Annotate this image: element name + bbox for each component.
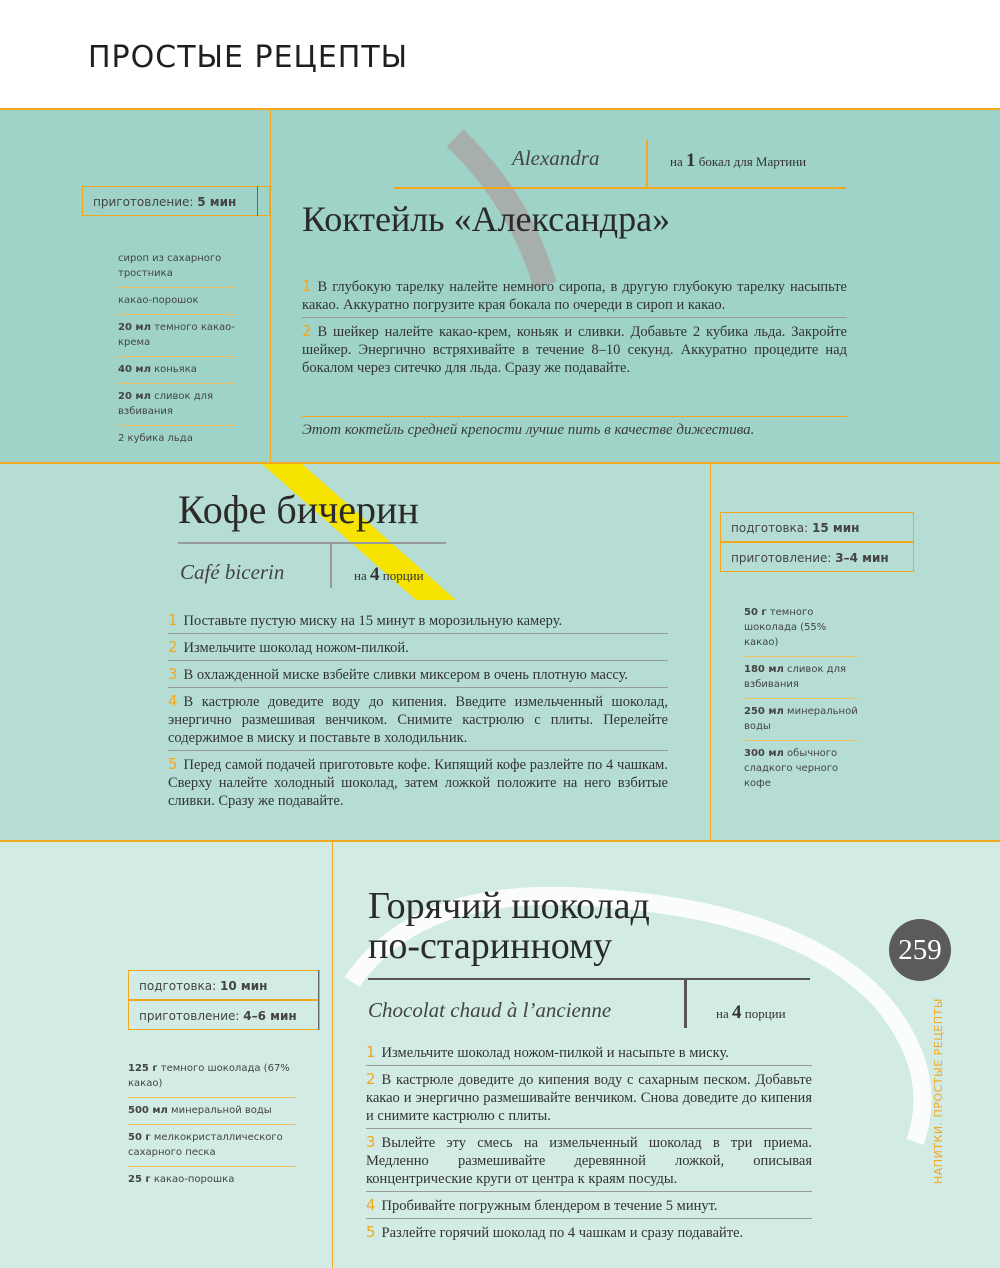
ingredients-list (118, 246, 236, 452)
steps-list (302, 276, 847, 383)
step-item: 2 Измельчите шоколад ножом-пилкой. (168, 637, 668, 661)
steps-list (168, 610, 668, 816)
ingredient-item: 25 г какао-порошка (128, 1174, 235, 1185)
original-name: Chocolat chaud à l’ancienne (368, 998, 612, 1022)
ingredient-item: сироп из сахарного тростника (118, 246, 236, 288)
recipe-note: Этот коктейль средней крепости лучше пить в качестве дижестива. (302, 416, 847, 439)
step-item: 2 В шейкер налейте какао-крем, коньяк и сливки. Добавьте 2 кубика льда. Закройте шейкер. Энергично встряхивайте в течение 8–10 секунд. Аккуратно процедите над бокалом через ситечко для льда. Сразу же подавайте. (302, 322, 847, 376)
step-item: 1 В глубокую тарелку налейте немного сиропа, в другую глубокую тарелку насыпьте какао. Аккуратно погрузите края бокала по очереди в сироп и какао. (302, 276, 847, 318)
ingredient-item: 2 кубика льда (118, 433, 193, 444)
step-item: 4 Пробивайте погружным блендером в течение 5 минут. (366, 1195, 812, 1219)
step-item: 2 В кастрюле доведите до кипения воду с сахарным песком. Добавьте какао и энергично размешивайте венчиком. Снова доведите до кипения и снимите кастрюлю с плиты. (366, 1069, 812, 1129)
original-name: Café bicerin (180, 560, 285, 584)
steps-list (366, 1042, 812, 1248)
meta-cook-time: приготовление: 5 мин (82, 186, 270, 216)
original-name: Alexandra (512, 146, 600, 170)
ingredient-item: 50 г мелкокристаллического сахарного песка (128, 1125, 296, 1167)
step-item: 3 В охлажденной миске взбейте сливки миксером в очень плотную массу. (168, 664, 668, 688)
recipe-title: Горячий шоколад по-старинному (368, 885, 650, 967)
step-item: 3 Вылейте эту смесь на измельченный шоколад в три приема. Медленно размешивайте деревянной ложкой, описывая концентрические круги от центра к краям посуды. (366, 1132, 812, 1192)
recipe-bicerin (0, 462, 1000, 840)
ingredient-item: 20 мл темного какао-крема (118, 315, 236, 357)
ingredient-item: 40 мл коньяка (118, 357, 236, 384)
meta-prep-time: подготовка: 10 мин (128, 970, 320, 1000)
ingredient-item: 250 мл минеральной воды (744, 699, 858, 741)
ingredient-item: 500 мл минеральной воды (128, 1098, 296, 1125)
portion-info: на 4 порции (354, 564, 424, 585)
ingredients-list (744, 600, 858, 797)
title-rule (368, 978, 810, 980)
ingredient-item: 125 г темного шоколада (67% какао) (128, 1056, 296, 1098)
ingredient-item: 180 мл сливок для взбивания (744, 657, 858, 699)
recipe-hot-chocolate (0, 840, 1000, 1268)
recipe-title: Коктейль «Александра» (302, 199, 671, 239)
ingredient-item: 300 мл обычного сладкого черного кофе (744, 748, 839, 789)
ingredient-item: какао-порошок (118, 288, 236, 315)
step-item: 1 Поставьте пустую миску на 15 минут в морозильную камеру. (168, 610, 668, 634)
title-rule (178, 542, 446, 544)
step-item: 5 Разлейте горячий шоколад по 4 чашкам и сразу подавайте. (366, 1223, 744, 1241)
step-item: 5 Перед самой подачей приготовьте кофе. Кипящий кофе разлейте по 4 чашкам. Сверху налейте холодный шоколад, затем ложкой положите на него взбитые сливки. Сразу же подавайте. (168, 755, 668, 809)
meta-prep-time: подготовка: 15 мин (720, 512, 914, 542)
meta-cook-time: приготовление: 3–4 мин (720, 542, 914, 572)
side-caption: НАПИТКИ. ПРОСТЫЕ РЕЦЕПТЫ (932, 998, 945, 1184)
column-divider (270, 110, 271, 462)
step-item: 4 В кастрюле доведите воду до кипения. Введите измельченный шоколад, энергично размешивая венчиком. Снимите кастрюлю с плиты. Перелейте содержимое в миску и поставьте в холодильник. (168, 691, 668, 751)
column-divider (710, 464, 711, 840)
step-item: 1 Измельчите шоколад ножом-пилкой и насыпьте в миску. (366, 1042, 812, 1066)
recipe-alexandra (0, 108, 1000, 462)
ingredient-item: 20 мл сливок для взбивания (118, 384, 236, 426)
meta-cook-time: приготовление: 4–6 мин (128, 1000, 320, 1030)
ingredients-list (128, 1056, 296, 1193)
page-title: ПРОСТЫЕ РЕЦЕПТЫ (88, 40, 409, 75)
page-number: 259 (889, 919, 951, 981)
portion-info: на 4 порции (716, 1002, 786, 1023)
recipe-title: Кофе бичерин (178, 487, 419, 532)
title-rule (394, 187, 846, 189)
ingredient-item: 50 г темного шоколада (55% какао) (744, 600, 858, 657)
column-divider (332, 842, 333, 1268)
portion-info: на 1 бокал для Мартини (670, 150, 807, 171)
